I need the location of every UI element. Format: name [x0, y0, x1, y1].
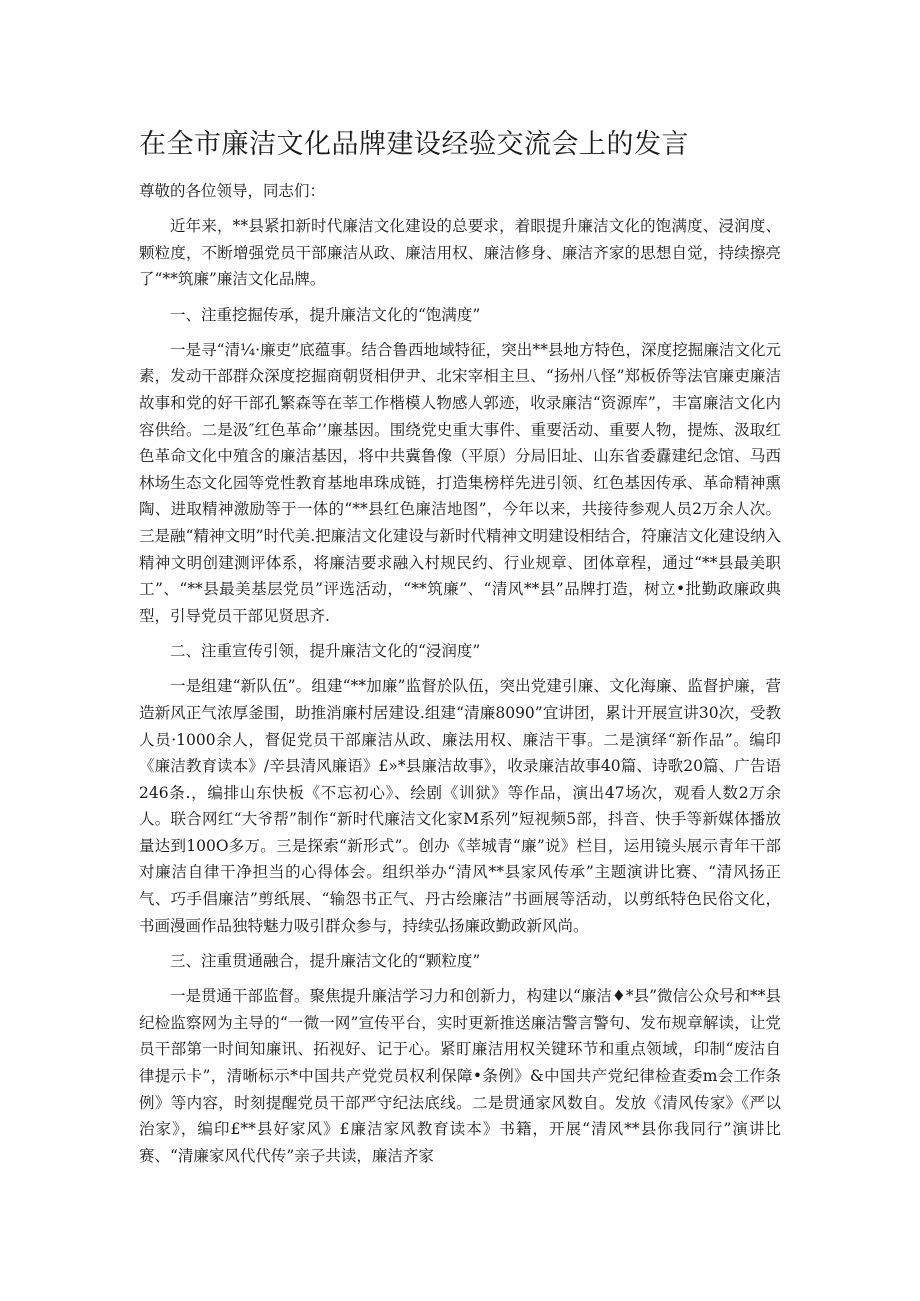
- section-body-1: 一是寻“清¼·廉吏”底蕴事。结合鲁西地域特征，突出**县地方特色，深度挖掘廉洁文化元素，发动干部群众深度挖掘商朝贤相伊尹、北宋宰相主旦、“扬州八怪”郑板侨等法官廉吏廉洁故事和党的好干部孔繁森等在莘工作楷模人物感人郭迹，收录廉洁“资源库”，丰富廉洁文化内容供给。二是汲″红色革命’’廉基因。围绕党史重大事件、重要活动、重要人物，提炼、汲取红色革命文化中殖含的廉洁基因，将中共冀鲁像（平原）分局旧址、山东省委纛建纪念馆、马西林场生态文化园等党性教育基地串珠成链，打造集榜样先进引领、红色基因传承、革命精神熏陶、进取精神激励等于一体的“**县红色廉洁地图”，今年以来，共接待参观人员2万余人次。三是融“精神文明”时代美.把廉洁文化建设与新时代精神文明建设相结合，符廉洁文化建设纳入精神文明创建测评体系，将廉洁要求融入村规民约、行业规章、团体章程，通过“**县最美职工”、“**县最美基层党员”评选活动，“**筑廉”、“清风**县”品牌打造，树立•批勤政廉政典型，引导党员干部见贤思齐.: [139, 340, 781, 625]
- salutation: 尊敬的各位领导，同志们：: [139, 182, 326, 200]
- section-body-2: 一是组建“新队伍”。组建“**加廉”监督於队伍，突出党建引廉、文化海廉、监督护廉，营造新风正气浓厚釜围，助推消廉村居建设.组建“清廉8090”宜讲团，累计开展宣讲30次，受教人员·1000余人，督促党员干部廉洁从政、廉法用权、廉洁干事。二是演绎“新作品”。编印《廉洁教育读本》/辛县清风廉语》£»*县廉洁故事》，收录廉洁故事40篇、诗歌20篇、广告语246条.，编排山东快板《不忘初心》、绘剧《训狱》等作品，演出47场次，观看人数2万余人。联合网红“大爷帮”制作“新时代廉洁文化家M系列”短视频5部，抖音、快手等新媒体播放量达到100O多万。三是探索“新形式”。创办《莘城青“廉”说》栏目，运用镜头展示青年干部对廉洁自律干净担当的心得体会。组织举办“清风**县家风传承”主题演讲比赛、“清风扬正气、巧手倡廉洁”剪纸展、“输怨书正气、丹古绘廉洁”书画展等活动，以剪纸特色民俗文化，书画漫画作品独特魅力吸引群众参与，持续弘扬廉政勤政新风尚。: [139, 677, 781, 935]
- section-heading-1: 一、注重挖掘传承，提升廉洁文化的“饱满度”: [170, 305, 481, 324]
- section-heading-3: 三、注重贯通融合，提升廉洁文化的“颗粒度”: [170, 952, 481, 971]
- document-body: [139, 178, 781, 1169]
- document-title: 在全市廉洁文化品牌建设经验交流会上的发言: [139, 129, 689, 160]
- section-body-3: 一是贯通干部监督。聚焦提升廉洁学习力和创新力，构建以“廉洁♦*县”微信公众号和**县纪检监察网为主导的“一微一网”宣传平台，实时更新推送廉洁警言警句、发布规章解读，让党员干部第一时间知廉讯、拓视好、记于心。紧盯廉洁用权关键环节和重点领域，印制“废沽自律提示卡”，清晰标示*中国共产党党员权利保障•条例》&中国共产党纪律检查委m会工作条例》等内容，时刻提醒党员干部严守纪法底线。二是贯通家风数自。发放《清风传家》《严以治家》，编印£**县好家风》£廉洁家风教育读本》书籍，开展“清风**县你我同行”演讲比赛、“清廉家风代代传”亲子共读，廉洁齐家: [139, 987, 781, 1165]
- section-heading-2: 二、注重宣传引领，提升廉洁文化的“浸润度”: [170, 642, 481, 661]
- intro-paragraph: 近年来，**县紧扣新时代廉洁文化建设的总要求，着眼提升廉洁文化的饱满度、浸润度、颗粒度，不断增强党员干部廉洁从政、廉洁用权、廉洁修身、廉洁齐家的思想自觉，持续擦亮了“**筑廉”廉洁文化品牌。: [139, 217, 781, 289]
